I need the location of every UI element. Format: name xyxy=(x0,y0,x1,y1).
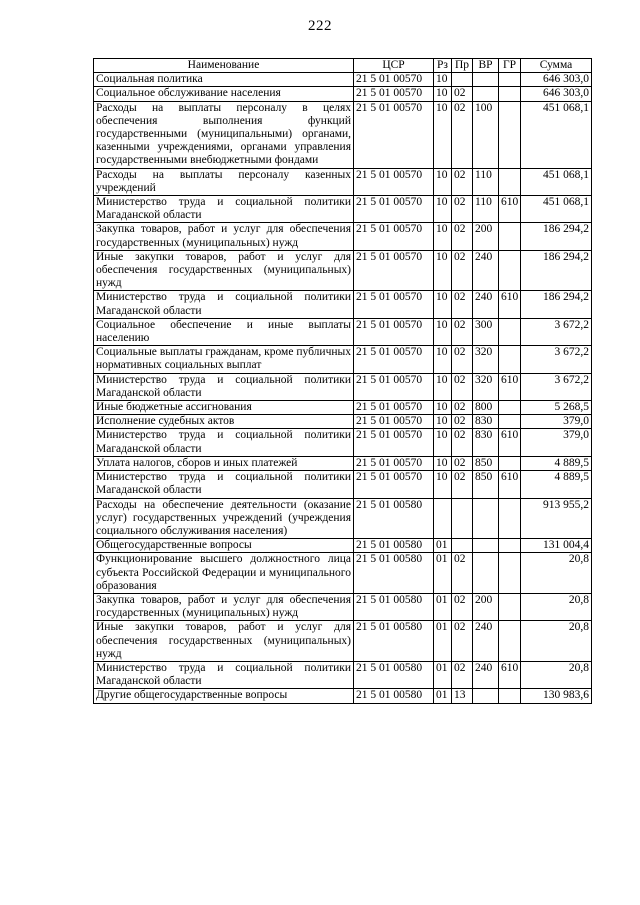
cell-gr xyxy=(499,621,521,662)
cell-rz: 10 xyxy=(434,291,452,318)
cell-gr xyxy=(499,223,521,250)
cell-pr: 02 xyxy=(452,346,473,373)
cell-name: Министерство труда и социальной политики Магаданской области xyxy=(94,429,354,456)
cell-csr: 21 5 01 00570 xyxy=(354,415,434,429)
cell-name: Министерство труда и социальной политики Магаданской области xyxy=(94,661,354,688)
table-row xyxy=(94,621,592,662)
cell-csr: 21 5 01 00570 xyxy=(354,87,434,101)
cell-pr: 02 xyxy=(452,291,473,318)
cell-name: Министерство труда и социальной политики Магаданской области xyxy=(94,196,354,223)
cell-vr: 830 xyxy=(473,415,499,429)
cell-vr: 110 xyxy=(473,168,499,195)
cell-csr: 21 5 01 00570 xyxy=(354,456,434,470)
cell-vr xyxy=(473,553,499,594)
cell-gr xyxy=(499,73,521,87)
cell-sum: 130 983,6 xyxy=(521,689,592,703)
cell-vr: 320 xyxy=(473,346,499,373)
table-row xyxy=(94,346,592,373)
cell-name: Социальное обеспечение и иные выплаты населению xyxy=(94,318,354,345)
table-row xyxy=(94,87,592,101)
cell-sum: 451 068,1 xyxy=(521,168,592,195)
header-pr: Пр xyxy=(452,59,473,73)
cell-rz: 10 xyxy=(434,456,452,470)
table-row xyxy=(94,429,592,456)
table-row xyxy=(94,250,592,291)
cell-name: Социальная политика xyxy=(94,73,354,87)
cell-rz: 10 xyxy=(434,168,452,195)
table-row xyxy=(94,318,592,345)
cell-pr: 02 xyxy=(452,401,473,415)
cell-name: Социальные выплаты гражданам, кроме публичных нормативных социальных выплат xyxy=(94,346,354,373)
cell-vr: 300 xyxy=(473,318,499,345)
cell-sum: 3 672,2 xyxy=(521,346,592,373)
cell-rz: 01 xyxy=(434,621,452,662)
cell-rz: 10 xyxy=(434,415,452,429)
cell-rz: 10 xyxy=(434,101,452,168)
cell-csr: 21 5 01 00580 xyxy=(354,661,434,688)
cell-gr xyxy=(499,318,521,345)
cell-name: Министерство труда и социальной политики Магаданской области xyxy=(94,291,354,318)
cell-sum: 20,8 xyxy=(521,621,592,662)
cell-gr xyxy=(499,498,521,539)
cell-vr: 800 xyxy=(473,401,499,415)
cell-vr: 830 xyxy=(473,429,499,456)
cell-vr xyxy=(473,498,499,539)
cell-sum: 379,0 xyxy=(521,415,592,429)
cell-name: Другие общегосударственные вопросы xyxy=(94,689,354,703)
cell-rz: 01 xyxy=(434,553,452,594)
cell-name: Расходы на обеспечение деятельности (оказание услуг) государственных учреждений (учреждения социального обслуживания населения) xyxy=(94,498,354,539)
cell-name: Министерство труда и социальной политики Магаданской области xyxy=(94,373,354,400)
cell-gr: 610 xyxy=(499,373,521,400)
cell-rz: 01 xyxy=(434,593,452,620)
cell-csr: 21 5 01 00570 xyxy=(354,250,434,291)
cell-csr: 21 5 01 00570 xyxy=(354,223,434,250)
table-row xyxy=(94,471,592,498)
cell-gr: 610 xyxy=(499,429,521,456)
cell-pr: 02 xyxy=(452,223,473,250)
cell-gr: 610 xyxy=(499,471,521,498)
cell-pr: 02 xyxy=(452,471,473,498)
cell-rz: 10 xyxy=(434,196,452,223)
cell-gr xyxy=(499,415,521,429)
cell-sum: 5 268,5 xyxy=(521,401,592,415)
cell-name: Закупка товаров, работ и услуг для обеспечения государственных (муниципальных) нужд xyxy=(94,593,354,620)
cell-pr: 02 xyxy=(452,456,473,470)
table-row xyxy=(94,539,592,553)
table-row xyxy=(94,553,592,594)
cell-vr: 240 xyxy=(473,250,499,291)
cell-gr: 610 xyxy=(499,291,521,318)
cell-pr: 02 xyxy=(452,553,473,594)
cell-sum: 913 955,2 xyxy=(521,498,592,539)
cell-pr: 02 xyxy=(452,318,473,345)
cell-name: Функционирование высшего должностного лица субъекта Российской Федерации и муниципального образования xyxy=(94,553,354,594)
cell-gr xyxy=(499,250,521,291)
cell-pr: 02 xyxy=(452,415,473,429)
cell-csr: 21 5 01 00580 xyxy=(354,621,434,662)
table-row xyxy=(94,415,592,429)
cell-csr: 21 5 01 00570 xyxy=(354,168,434,195)
table-row xyxy=(94,689,592,703)
page-number: 222 xyxy=(308,18,332,34)
cell-pr: 02 xyxy=(452,101,473,168)
cell-gr xyxy=(499,346,521,373)
cell-rz: 10 xyxy=(434,87,452,101)
cell-gr xyxy=(499,593,521,620)
cell-pr xyxy=(452,73,473,87)
cell-name: Закупка товаров, работ и услуг для обеспечения государственных (муниципальных) нужд xyxy=(94,223,354,250)
cell-csr: 21 5 01 00570 xyxy=(354,429,434,456)
cell-csr: 21 5 01 00570 xyxy=(354,471,434,498)
cell-csr: 21 5 01 00570 xyxy=(354,346,434,373)
cell-sum: 379,0 xyxy=(521,429,592,456)
cell-rz xyxy=(434,498,452,539)
cell-vr: 850 xyxy=(473,456,499,470)
cell-gr xyxy=(499,456,521,470)
table-body xyxy=(94,73,592,703)
cell-csr: 21 5 01 00570 xyxy=(354,196,434,223)
cell-gr xyxy=(499,87,521,101)
cell-vr xyxy=(473,87,499,101)
table-row xyxy=(94,196,592,223)
table-row xyxy=(94,291,592,318)
cell-gr xyxy=(499,168,521,195)
table-row xyxy=(94,168,592,195)
cell-vr xyxy=(473,689,499,703)
cell-sum: 451 068,1 xyxy=(521,101,592,168)
cell-sum: 186 294,2 xyxy=(521,250,592,291)
cell-gr xyxy=(499,689,521,703)
cell-rz: 10 xyxy=(434,373,452,400)
cell-csr: 21 5 01 00580 xyxy=(354,539,434,553)
cell-pr: 02 xyxy=(452,250,473,291)
cell-pr: 02 xyxy=(452,621,473,662)
cell-sum: 451 068,1 xyxy=(521,196,592,223)
table-row xyxy=(94,223,592,250)
cell-csr: 21 5 01 00580 xyxy=(354,553,434,594)
cell-csr: 21 5 01 00570 xyxy=(354,73,434,87)
cell-pr: 02 xyxy=(452,196,473,223)
table-row xyxy=(94,593,592,620)
cell-csr: 21 5 01 00570 xyxy=(354,101,434,168)
cell-rz: 10 xyxy=(434,401,452,415)
cell-sum: 3 672,2 xyxy=(521,373,592,400)
cell-sum: 4 889,5 xyxy=(521,471,592,498)
cell-rz: 10 xyxy=(434,429,452,456)
cell-gr xyxy=(499,101,521,168)
cell-vr: 850 xyxy=(473,471,499,498)
cell-vr xyxy=(473,73,499,87)
cell-pr: 02 xyxy=(452,429,473,456)
table-row xyxy=(94,456,592,470)
cell-name: Министерство труда и социальной политики Магаданской области xyxy=(94,471,354,498)
cell-pr: 02 xyxy=(452,661,473,688)
cell-vr: 320 xyxy=(473,373,499,400)
cell-name: Общегосударственные вопросы xyxy=(94,539,354,553)
cell-rz: 01 xyxy=(434,689,452,703)
table-row xyxy=(94,101,592,168)
cell-vr xyxy=(473,539,499,553)
cell-gr xyxy=(499,553,521,594)
cell-vr: 200 xyxy=(473,223,499,250)
cell-csr: 21 5 01 00580 xyxy=(354,498,434,539)
cell-csr: 21 5 01 00580 xyxy=(354,593,434,620)
cell-rz: 01 xyxy=(434,661,452,688)
cell-gr xyxy=(499,539,521,553)
cell-gr: 610 xyxy=(499,661,521,688)
cell-name: Иные бюджетные ассигнования xyxy=(94,401,354,415)
header-sum: Сумма xyxy=(521,59,592,73)
cell-name: Исполнение судебных актов xyxy=(94,415,354,429)
cell-name: Уплата налогов, сборов и иных платежей xyxy=(94,456,354,470)
cell-pr xyxy=(452,498,473,539)
cell-sum: 186 294,2 xyxy=(521,223,592,250)
cell-sum: 3 672,2 xyxy=(521,318,592,345)
table-header-row xyxy=(94,59,592,73)
cell-pr: 02 xyxy=(452,168,473,195)
table-row xyxy=(94,73,592,87)
cell-vr: 240 xyxy=(473,291,499,318)
cell-csr: 21 5 01 00570 xyxy=(354,373,434,400)
table-row xyxy=(94,498,592,539)
cell-sum: 186 294,2 xyxy=(521,291,592,318)
table-row xyxy=(94,401,592,415)
cell-sum: 131 004,4 xyxy=(521,539,592,553)
cell-name: Иные закупки товаров, работ и услуг для обеспечения государственных (муниципальных) нужд xyxy=(94,250,354,291)
cell-rz: 10 xyxy=(434,318,452,345)
header-gr: ГР xyxy=(499,59,521,73)
cell-csr: 21 5 01 00570 xyxy=(354,401,434,415)
cell-rz: 01 xyxy=(434,539,452,553)
cell-sum: 4 889,5 xyxy=(521,456,592,470)
cell-rz: 10 xyxy=(434,471,452,498)
table-row xyxy=(94,661,592,688)
cell-pr: 13 xyxy=(452,689,473,703)
cell-name: Иные закупки товаров, работ и услуг для обеспечения государственных (муниципальных) нужд xyxy=(94,621,354,662)
cell-sum: 646 303,0 xyxy=(521,73,592,87)
cell-gr: 610 xyxy=(499,196,521,223)
cell-csr: 21 5 01 00580 xyxy=(354,689,434,703)
cell-name: Расходы на выплаты персоналу казенных учреждений xyxy=(94,168,354,195)
budget-table xyxy=(93,58,592,704)
cell-rz: 10 xyxy=(434,223,452,250)
cell-pr xyxy=(452,539,473,553)
header-name: Наименование xyxy=(94,59,354,73)
cell-vr: 240 xyxy=(473,621,499,662)
cell-rz: 10 xyxy=(434,346,452,373)
cell-csr: 21 5 01 00570 xyxy=(354,291,434,318)
header-vr: ВР xyxy=(473,59,499,73)
cell-sum: 646 303,0 xyxy=(521,87,592,101)
cell-sum: 20,8 xyxy=(521,661,592,688)
cell-pr: 02 xyxy=(452,373,473,400)
cell-name: Социальное обслуживание населения xyxy=(94,87,354,101)
cell-rz: 10 xyxy=(434,250,452,291)
cell-vr: 100 xyxy=(473,101,499,168)
cell-gr xyxy=(499,401,521,415)
cell-sum: 20,8 xyxy=(521,553,592,594)
header-rz: Рз xyxy=(434,59,452,73)
cell-pr: 02 xyxy=(452,87,473,101)
cell-pr: 02 xyxy=(452,593,473,620)
cell-vr: 110 xyxy=(473,196,499,223)
cell-vr: 200 xyxy=(473,593,499,620)
table-row xyxy=(94,373,592,400)
cell-rz: 10 xyxy=(434,73,452,87)
cell-vr: 240 xyxy=(473,661,499,688)
cell-sum: 20,8 xyxy=(521,593,592,620)
header-csr: ЦСР xyxy=(354,59,434,73)
cell-name: Расходы на выплаты персоналу в целях обеспечения выполнения функций государственными (муниципальными) органами, казенными учреждениями, органами управления государственными внебюджетными фондами xyxy=(94,101,354,168)
cell-csr: 21 5 01 00570 xyxy=(354,318,434,345)
